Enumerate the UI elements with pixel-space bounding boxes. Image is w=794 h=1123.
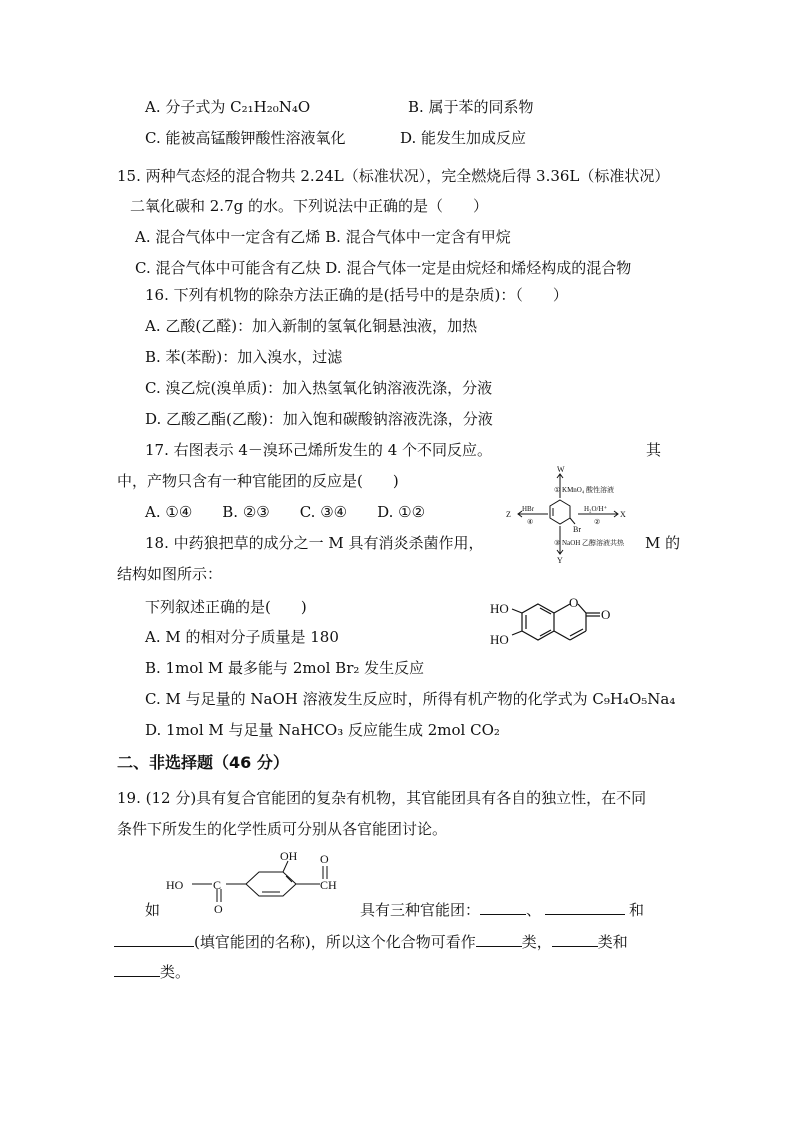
q15-options-ab: A. 混合气体中一定含有乙烯 B. 混合气体中一定含有甲烷 <box>135 228 511 246</box>
q19-aldehyde-ch: CH <box>320 878 337 892</box>
q19-carboxyl-o: O <box>214 902 223 916</box>
q19-lei1: 类， <box>521 933 552 951</box>
answer-blank-5[interactable] <box>552 932 598 947</box>
q18-carbonyl-oxygen: O <box>601 607 611 622</box>
q14-option-d: D. 能发生加成反应 <box>400 129 527 147</box>
q19-ho: HO <box>166 878 184 892</box>
q18-stem-line1-end: M 的 <box>645 534 681 552</box>
q17-label-y: Y <box>557 556 563 565</box>
answer-blank-2[interactable] <box>545 900 625 915</box>
q17-reagent-1: ① KMnO₄ 酸性溶液 <box>554 486 615 494</box>
q19-lei2: 类和 <box>597 933 628 951</box>
q18-stem-line3: 下列叙述正确的是( ) <box>145 598 307 616</box>
answer-blank-4[interactable] <box>476 932 522 947</box>
q19-line3 <box>360 900 644 920</box>
q16-option-a: A. 乙酸(乙醛)：加入新制的氢氧化铜悬浊液，加热 <box>145 317 478 335</box>
q17-stem-line1-end: 其 <box>646 441 662 459</box>
q18-stem-line2: 结构如图所示： <box>117 565 223 583</box>
q17-reagent-2: H₂O/H⁺ <box>584 505 608 513</box>
q17-options: A. ①④ B. ②③ C. ③④ D. ①② <box>145 503 426 521</box>
q19-he: 和 <box>629 901 645 919</box>
q19-ru: 如 <box>145 901 161 919</box>
q18-ring-oxygen: O <box>569 595 579 610</box>
q17-label-w: W <box>557 465 565 474</box>
q17-reagent-3: ③ NaOH 乙醇溶液共热 <box>554 539 625 547</box>
q18-option-b: B. 1mol M 最多能与 2mol Br₂ 发生反应 <box>145 659 425 677</box>
answer-blank-1[interactable] <box>480 900 526 915</box>
q17-reagent-4: HBr <box>522 505 535 513</box>
q15-stem-line2: 二氧化碳和 2.7g 的水。下列说法中正确的是（ ） <box>130 197 488 215</box>
q14-option-c: C. 能被高锰酸钾酸性溶液氧化 <box>145 129 346 147</box>
q18-ho-bottom: HO <box>490 632 509 647</box>
q19-line5 <box>114 962 190 982</box>
q18-structure-diagram <box>488 592 638 662</box>
q19-stem-line1: 19. (12 分)具有复合官能团的复杂有机物，其官能团具有各自的独立性，在不同 <box>117 789 647 807</box>
q19-line4 <box>114 932 628 952</box>
q14-option-b: B. 属于苯的同系物 <box>408 98 534 116</box>
q19-lei3: 类。 <box>160 963 191 981</box>
q18-ho-top: HO <box>490 601 509 616</box>
q16-option-d: D. 乙酸乙酯(乙酸)：加入饱和碳酸钠溶液洗涤，分液 <box>145 410 493 428</box>
q19-structure-diagram <box>162 848 362 918</box>
q16-stem: 16. 下列有机物的除杂方法正确的是(括号中的是杂质)：（ ） <box>145 286 568 304</box>
q17-bromo: Br <box>573 525 581 534</box>
q16-option-b: B. 苯(苯酚)：加入溴水，过滤 <box>145 348 343 366</box>
q19-phenol-oh: OH <box>280 849 298 863</box>
q19-line3-text: 具有三种官能团： <box>360 901 481 919</box>
q19-stem-line2: 条件下所发生的化学性质可分别从各官能团讨论。 <box>117 820 448 838</box>
q17-reagent-2-num: ② <box>594 518 601 526</box>
q19-line4-text: (填官能团的名称)，所以这个化合物可看作 <box>194 933 476 951</box>
q19-carboxyl-c: C <box>213 878 222 892</box>
q17-reagent-4-num: ④ <box>527 518 534 526</box>
answer-blank-3[interactable] <box>114 932 194 947</box>
q17-reaction-diagram <box>500 462 650 566</box>
q19-sep1: 、 <box>526 901 542 919</box>
q16-option-c: C. 溴乙烷(溴单质)：加入热氢氧化钠溶液洗涤，分液 <box>145 379 493 397</box>
q15-stem-line1: 15. 两种气态烃的混合物共 2.24L（标准状况），完全燃烧后得 3.36L（标准状况） <box>117 167 670 185</box>
q17-stem-line2: 中，产物只含有一种官能团的反应是( ) <box>117 472 399 490</box>
q15-options-cd: C. 混合气体中可能含有乙炔 D. 混合气体一定是由烷烃和烯烃构成的混合物 <box>135 259 632 277</box>
section2-title: 二、非选择题（46 分） <box>117 753 289 772</box>
q19-aldehyde-o: O <box>320 852 329 866</box>
q18-option-d: D. 1mol M 与足量 NaHCO₃ 反应能生成 2mol CO₂ <box>145 721 500 739</box>
q18-option-c: C. M 与足量的 NaOH 溶液发生反应时，所得有机产物的化学式为 C₉H₄O₅Na₄ <box>145 690 676 708</box>
q17-stem-line1: 17. 右图表示 4－溴环己烯所发生的 4 个不同反应。 <box>145 441 493 459</box>
q18-stem-line1: 18. 中药狼把草的成分之一 M 具有消炎杀菌作用， <box>145 534 484 552</box>
q14-option-a: A. 分子式为 C₂₁H₂₀N₄O <box>145 98 311 116</box>
answer-blank-6[interactable] <box>114 962 160 977</box>
q17-label-z: Z <box>506 510 511 519</box>
q18-option-a: A. M 的相对分子质量是 180 <box>145 628 339 646</box>
q17-label-x: X <box>620 510 626 519</box>
